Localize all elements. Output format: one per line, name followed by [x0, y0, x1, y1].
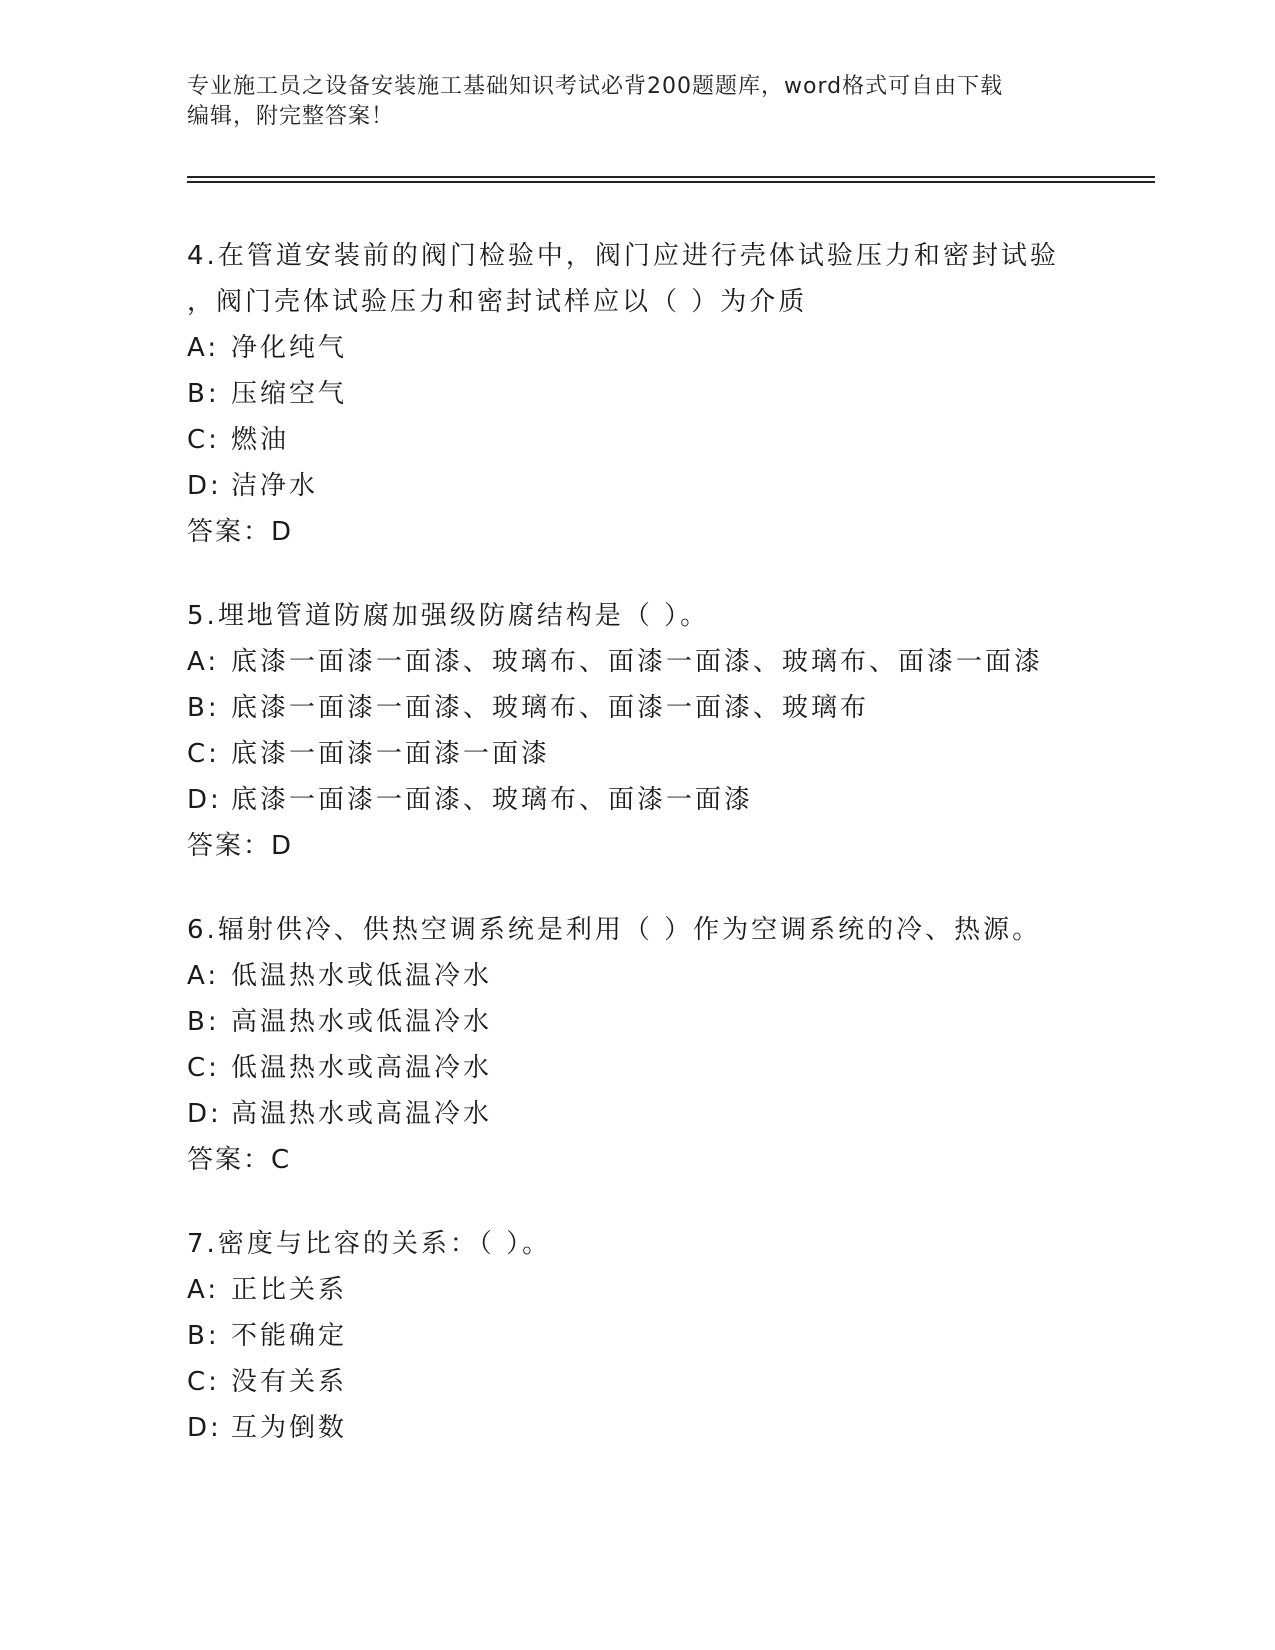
option-d [187, 1091, 1087, 1137]
option-letter: C: [187, 425, 220, 455]
option-text: 高温热水或高温冷水 [231, 1099, 493, 1129]
option-text: 高温热水或低温冷水 [231, 1007, 493, 1037]
option-a [187, 953, 1087, 999]
question-list [187, 233, 1087, 1489]
option-letter: D: [187, 1099, 222, 1129]
answer-line: 答案：D [187, 831, 294, 861]
option-letter: C: [187, 739, 220, 769]
option-letter: C: [187, 1053, 220, 1083]
question-number: 5. [187, 601, 218, 631]
option-letter: B: [187, 1007, 220, 1037]
option-letter: B: [187, 693, 220, 723]
question-number: 4. [187, 241, 218, 271]
header-title-line1: 专业施工员之设备安装施工基础知识考试必背200题题库，word格式可自由下载 [187, 74, 1004, 99]
option-text: 燃油 [231, 425, 290, 455]
option-letter: B: [187, 379, 220, 409]
option-c [187, 417, 1087, 463]
option-letter: D: [187, 785, 222, 815]
option-text: 不能确定 [231, 1321, 348, 1351]
option-b [187, 999, 1087, 1045]
option-text: 底漆一面漆一面漆、玻璃布、面漆一面漆 [231, 785, 754, 815]
option-text: 没有关系 [231, 1367, 348, 1397]
header-divider-top [187, 176, 1155, 178]
question-number: 6. [187, 915, 218, 945]
option-text: 底漆一面漆一面漆一面漆 [231, 739, 551, 769]
option-text: 低温热水或高温冷水 [231, 1053, 493, 1083]
question-number: 7. [187, 1229, 218, 1259]
header-divider-bottom [187, 181, 1155, 183]
option-d [187, 463, 1087, 509]
option-text: 互为倒数 [231, 1413, 348, 1443]
question-6 [187, 907, 1087, 1183]
question-text [187, 593, 1087, 639]
option-text: 正比关系 [231, 1275, 348, 1305]
option-text: 洁净水 [231, 471, 319, 501]
option-c [187, 731, 1087, 777]
option-b [187, 685, 1087, 731]
option-c [187, 1359, 1087, 1405]
option-text: 底漆一面漆一面漆、玻璃布、面漆一面漆、玻璃布 [231, 693, 870, 723]
answer-line: 答案：C [187, 1145, 292, 1175]
question-stem-line2: ，阀门壳体试验压力和密封试样应以（ ）为介质 [187, 287, 808, 317]
option-letter: C: [187, 1367, 220, 1397]
option-letter: A: [187, 961, 220, 991]
option-letter: D: [187, 471, 222, 501]
option-text: 底漆一面漆一面漆、玻璃布、面漆一面漆、玻璃布、面漆一面漆 [231, 647, 1044, 677]
document-header [187, 72, 1067, 132]
option-letter: B: [187, 1321, 220, 1351]
option-letter: D: [187, 1413, 222, 1443]
option-a [187, 325, 1087, 371]
option-b [187, 371, 1087, 417]
question-4 [187, 233, 1087, 555]
question-stem-line1: 在管道安装前的阀门检验中，阀门应进行壳体试验压力和密封试验 [217, 241, 1059, 271]
question-text [187, 233, 1087, 279]
option-a [187, 1267, 1087, 1313]
option-b [187, 1313, 1087, 1359]
question-stem-line1: 埋地管道防腐加强级防腐结构是（ ）。 [217, 601, 710, 631]
option-letter: A: [187, 333, 220, 363]
option-text: 低温热水或低温冷水 [231, 961, 493, 991]
question-stem-line1: 密度与比容的关系：（ ）。 [217, 1229, 552, 1259]
option-letter: A: [187, 647, 220, 677]
option-text: 压缩空气 [231, 379, 348, 409]
header-title-line2: 编辑，附完整答案！ [187, 104, 395, 129]
option-a [187, 639, 1087, 685]
option-d [187, 1405, 1087, 1451]
option-d [187, 777, 1087, 823]
question-stem-line1: 辐射供冷、供热空调系统是利用（ ）作为空调系统的冷、热源。 [217, 915, 1042, 945]
question-5 [187, 593, 1087, 869]
option-letter: A: [187, 1275, 220, 1305]
question-7 [187, 1221, 1087, 1451]
option-text: 净化纯气 [231, 333, 348, 363]
answer-line: 答案：D [187, 517, 294, 547]
question-text [187, 1221, 1087, 1267]
option-c [187, 1045, 1087, 1091]
question-text [187, 907, 1087, 953]
